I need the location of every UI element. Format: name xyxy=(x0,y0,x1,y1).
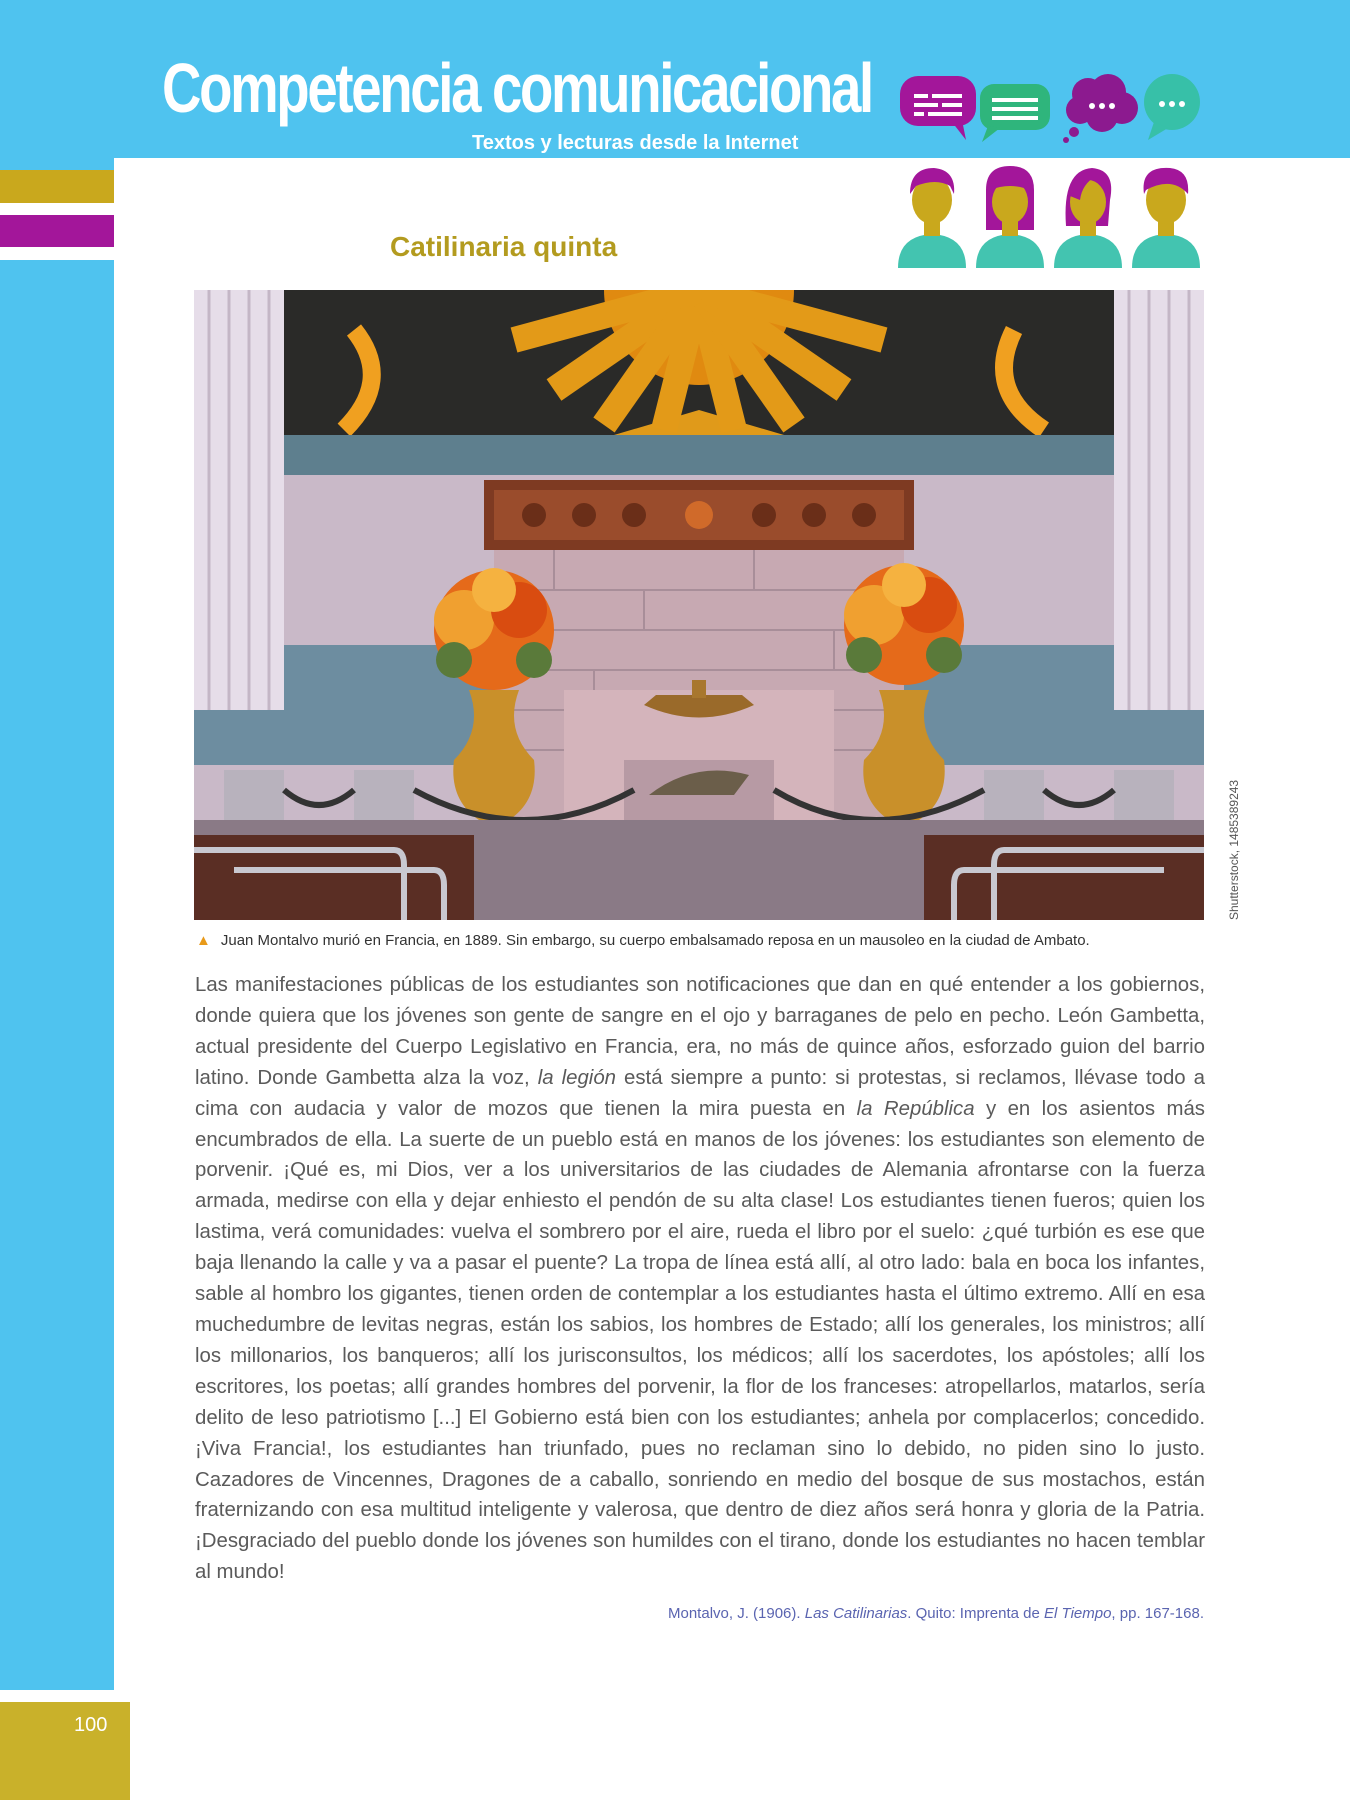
left-sidebar-band xyxy=(0,158,114,1690)
green-text-bubble-icon xyxy=(980,84,1050,142)
purple-stripe xyxy=(0,215,114,247)
gold-stripe xyxy=(0,170,114,203)
page-number-box xyxy=(0,1702,130,1800)
caption-text: Juan Montalvo murió en Francia, en 1889. Sin embargo, su cuerpo embalsamado reposa en un mausoleo en la ciudad de Ambato. xyxy=(220,932,1090,949)
person-boy-icon xyxy=(898,168,966,268)
photo-credit: Shutterstock, 1485389243 xyxy=(1227,779,1241,920)
person-girl-icon xyxy=(976,166,1044,268)
speech-bubbles-icon xyxy=(896,70,1216,150)
section-heading: Catilinaria quinta xyxy=(390,231,618,262)
page-number: 100 xyxy=(74,1714,108,1736)
page-title: Competencia comunicacional xyxy=(162,49,872,127)
page-subtitle: Textos y lecturas desde la Internet xyxy=(472,132,799,154)
cloud-thought-bubble-icon xyxy=(1063,74,1138,143)
body-paragraph: Las manifestaciones públicas de los estudiantes son notificaciones que dan en qué entender a los gobiernos, donde quiera que los jóvenes son gente de sangre en el ojo y barraganes de pelo en pecho. León Gambetta, actual presidente del Cuerpo Legislativo en Francia, era, no más de quince años, esforzado guion del barrio latino. Donde Gambetta alza la voz, la legión está siempre a punto: si protestas, si reclamos, llévase todo a cima con audacia y valor de mozos que tienen la mira puesta en la República y en los asientos más encumbrados de ella. La suerte de un pueblo está en manos de los jóvenes: los estudiantes son elemento de porvenir. ¡Qué es, mi Dios, ver a los universitarios de las ciudades de Alemania afrontarse con la fuerza armada, medirse con ella y dejar enhiesto el pendón de su alta clase! Los estudiantes tienen fueros; quien los lastima, verá comunidades: vuelva el sombrero por el aire, rueda el libro por el suelo: ¿qué turbión es ese que baja llenando la calle y va a pasar el puente? La tropa de línea está allí, al otro lado: bala en boca los infantes, sable al hombro los gigantes, tienen orden de contemplar a los estudiantes hasta el último extremo. Allí en esa muchedumbre de levitas negras, están los sabios, los hombres de Estado; allí los generales, los ministros; allí los millonarios, los banqueros; allí los jurisconsultos, los médicos; allí los sacerdotes, los apóstoles; allí los escritores, los poetas; allí grandes hombres del porvenir, la flor de los franceses: atropellarlos, matarlos, sería delito de leso patriotismo [...] El Gobierno está bien con los estudiantes; anhela por complacerlos; concedido. ¡Viva Francia!, los estudiantes han triunfado, pues no reclaman sino lo debido, no piden sino lo justo. Cazadores de Vincennes, Dragones de a caballo, sonriendo en medio del bosque de sus mostachos, están fraternizando con esa multitud inteligente y valerosa, que dentro de diez años será honra y gloria de la Patria. ¡Desgraciado del pueblo donde los jóvenes son humildes con el tirano, donde los estudiantes no hacen temblar al mundo! xyxy=(195,974,1205,1584)
triangle-icon: ▲ xyxy=(196,932,211,949)
round-chat-bubble-icon xyxy=(1144,74,1200,140)
photo-caption xyxy=(196,932,1216,949)
bibliographic-reference: Montalvo, J. (1906). Las Catilinarias. Quito: Imprenta de El Tiempo, pp. 167-168. xyxy=(668,1605,1204,1622)
person-man-icon xyxy=(1132,168,1200,268)
people-icons xyxy=(896,160,1206,270)
mausoleum-photo xyxy=(194,290,1204,920)
purple-text-bubble-icon xyxy=(900,76,976,140)
person-woman-icon xyxy=(1054,168,1122,268)
